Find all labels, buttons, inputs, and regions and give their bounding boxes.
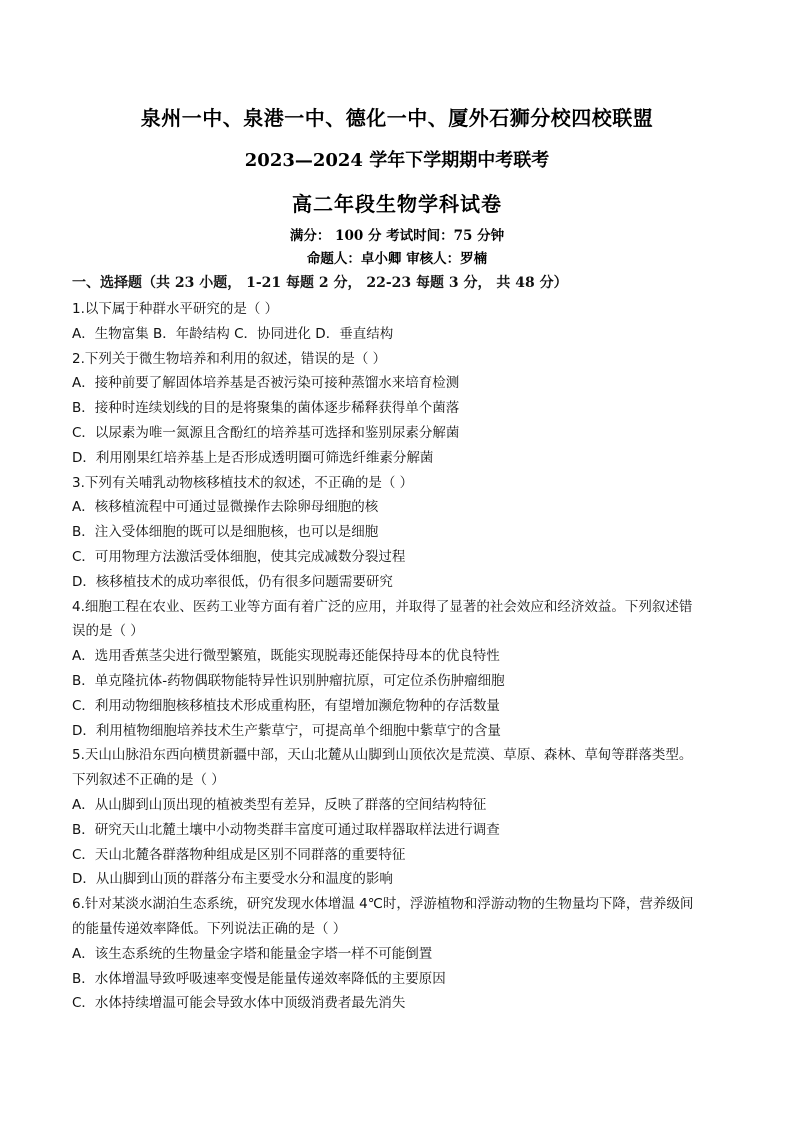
option-line: A．选用香蕉茎尖进行微型繁殖，既能实现脱毒还能保持母本的优良特性 xyxy=(72,648,500,665)
question-line: 下列叙述不正确的是（ ） xyxy=(72,772,225,789)
question-line: 1.以下属于种群水平研究的是（ ） xyxy=(72,301,279,317)
section-heading: 一、选择题（共 23 小题， 1-21 每题 2 分， 22-23 每题 3 分， 共 48 分） xyxy=(72,275,568,291)
option-line: A．生物富集 B．年龄结构 C．协同进化 D．垂直结构 xyxy=(72,325,394,342)
option-line: B．研究天山北麓土壤中小动物类群丰富度可通过取样器取样法进行调查 xyxy=(72,821,500,838)
option-line: B．注入受体细胞的既可以是细胞核，也可以是细胞 xyxy=(72,524,379,541)
authors-info: 命题人：卓小卿 审核人：罗楠 xyxy=(306,251,488,267)
option-line: D．从山脚到山顶的群落分布主要受水分和温度的影响 xyxy=(72,871,393,888)
question-line: 2.下列关于微生物培养和利用的叙述，错误的是（ ） xyxy=(72,350,387,367)
option-line: B．单克隆抗体-药物偶联物能特异性识别肿瘤抗原，可定位杀伤肿瘤细胞 xyxy=(72,672,505,689)
question-line: 的能量传递效率降低。下列说法正确的是（ ） xyxy=(72,920,347,937)
option-line: D．利用植物细胞培养技术生产紫草宁，可提高单个细胞中紫草宁的含量 xyxy=(72,722,501,739)
option-line: A．核移植流程中可通过显微操作去除卵母细胞的核 xyxy=(72,499,379,516)
option-line: C．以尿素为唯一氮源且含酚红的培养基可选择和鉴别尿素分解菌 xyxy=(72,424,460,441)
option-line: C．可用物理方法激活受体细胞，使其完成减数分裂过程 xyxy=(72,548,406,565)
option-line: C．天山北麓各群落物种组成是区别不同群落的重要特征 xyxy=(72,846,406,863)
option-line: A．从山脚到山顶出现的植被类型有差异，反映了群落的空间结构特征 xyxy=(72,796,487,813)
question-line: 误的是（ ） xyxy=(72,623,144,640)
school-alliance-title: 泉州一中、泉港一中、德化一中、厦外石狮分校四校联盟 xyxy=(140,106,654,130)
option-line: A．该生态系统的生物量金字塔和能量金字塔一样不可能倒置 xyxy=(72,945,433,962)
option-line: C．水体持续增温可能会导致水体中顶级消费者最先消失 xyxy=(72,995,406,1012)
option-line: D．核移植技术的成功率很低，仍有很多问题需要研究 xyxy=(72,573,393,590)
question-list xyxy=(72,297,722,1016)
option-line: D．利用刚果红培养基上是否形成透明圈可筛选纤维素分解菌 xyxy=(72,449,434,466)
option-line: B．水体增温导致呼吸速率变慢是能量传递效率降低的主要原因 xyxy=(72,970,446,987)
question-line: 5.天山山脉沿东西向横贯新疆中部，天山北麓从山脚到山顶依次是荒漠、草原、森林、草甸等群落类型。 xyxy=(72,747,693,764)
option-line: B．接种时连续划线的目的是将聚集的菌体逐步稀释获得单个菌落 xyxy=(72,400,460,417)
term-title: 2023—2024 学年下学期期中考联考 xyxy=(244,150,550,171)
option-line: A．接种前要了解固体培养基是否被污染可接种蒸馏水来培育检测 xyxy=(72,375,460,392)
question-line: 4.细胞工程在农业、医药工业等方面有着广泛的应用，并取得了显著的社会效应和经济效益。下列叙述错 xyxy=(72,598,693,615)
option-line: C．利用动物细胞核移植技术形成重构胚，有望增加濒危物种的存活数量 xyxy=(72,697,500,714)
question-line: 3.下列有关哺乳动物核移植技术的叙述，不正确的是（ ） xyxy=(72,474,414,491)
subject-title: 高二年段生物学科试卷 xyxy=(292,192,502,216)
question-line: 6.针对某淡水湖泊生态系统，研究发现水体增温 4℃时，浮游植物和浮游动物的生物量均下降，营养级间 xyxy=(72,896,694,913)
score-time-info: 满分： 100 分 考试时间：75 分钟 xyxy=(289,228,505,244)
